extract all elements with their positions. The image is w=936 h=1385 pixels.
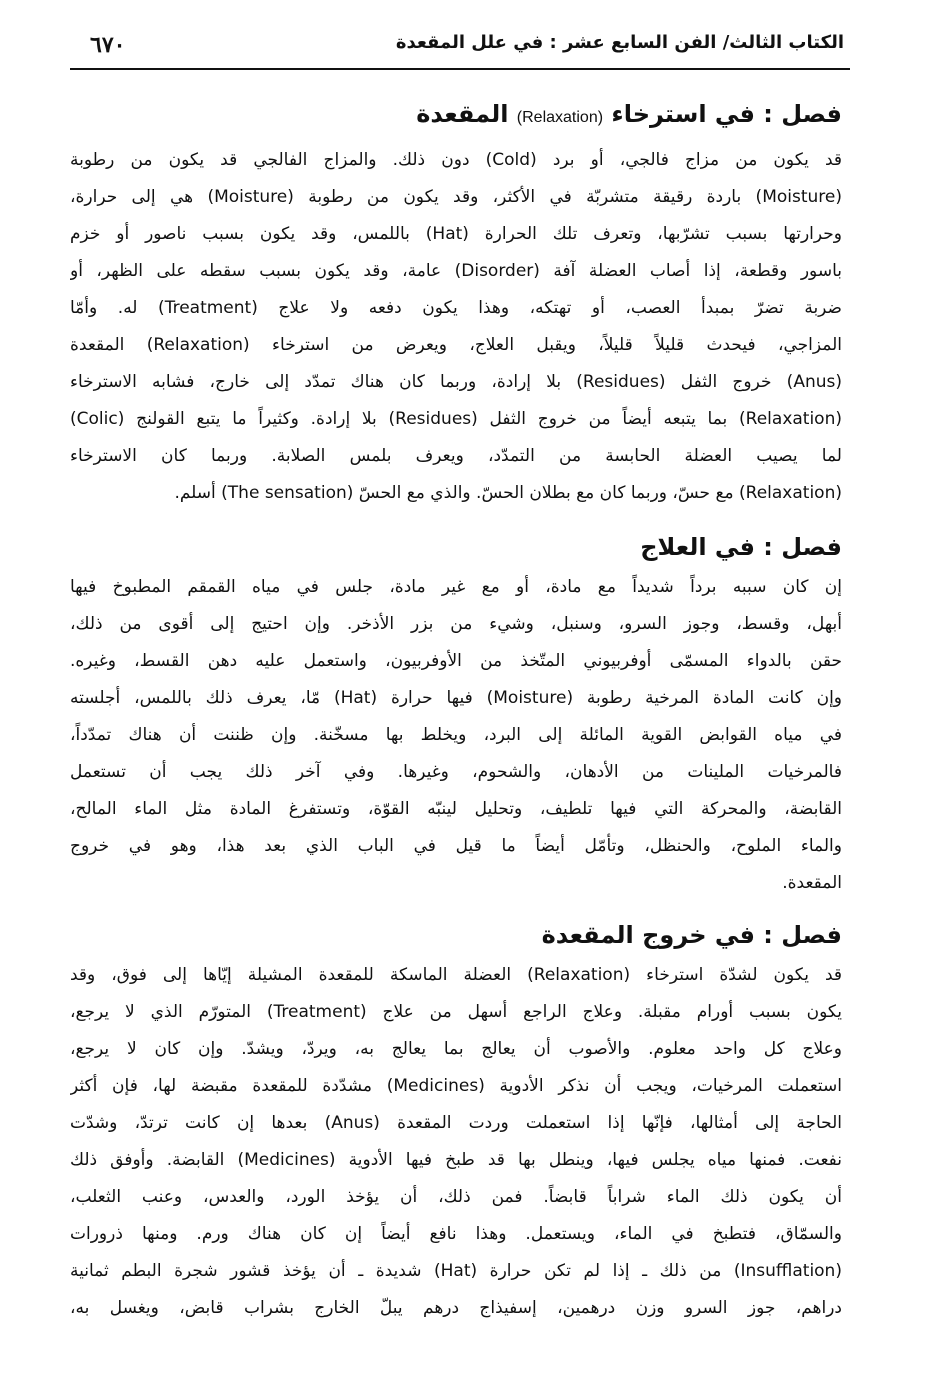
section-body <box>70 142 842 512</box>
header-rule <box>70 68 850 70</box>
text-line: فالمرخيات الملينات من الأدهان، والشحوم، وغيرها. وفي آخر ذلك يجب أن تستعمل <box>70 762 842 782</box>
text-line: قد يكون لشدّة استرخاء (Relaxation) العضلة الماسكة للمقعدة المشيلة إيّاها إلى فوق، وقد <box>70 965 842 985</box>
text-line: وحرارتها بسبب تشرّبها، وتعرف تلك الحرارة (Hat) باللمس، وقد يكون بسبب ناصور أو خزم <box>70 224 842 244</box>
text-line: لما يصيب العضلة الحابسة من التمدّد، ويعرف بلمس الصلابة. وربما كان الاسترخاء <box>70 446 842 466</box>
text-line: استعملت المرخيات، ويجب أن نذكر الأدوية (Medicines) مشدّدة للمقعدة مقبضة لها، فإن أكثر <box>70 1076 842 1096</box>
text-line: نفعت. فمنها مياه يجلس فيها، وينطل بها قد طبخ فيها الأدوية (Medicines) القابضة. وأوفق ذلك <box>70 1150 842 1170</box>
text-line: قد يكون من مزاج فالجي، أو برد (Cold) دون ذلك. والمزاج الفالجي قد يكون من رطوبة <box>70 150 842 170</box>
heading-prefix: فصل : في خروج المقعدة <box>541 921 842 949</box>
text-line: وإن كانت المادة المرخية رطوبة (Moisture) فيها حرارة (Hat) مّا، يعرف ذلك باللمس، أجلسته <box>70 688 842 708</box>
text-line: والسمّاق، فتطبخ في الماء، ويستعمل. وهذا نافع أيضاً إن كان هناك ورم. ومنها ذرورات <box>70 1224 842 1244</box>
section-body <box>70 957 842 1327</box>
page-header <box>70 28 850 64</box>
section-heading <box>70 917 842 953</box>
text-line: دراهم، جوز السرو وزن درهمين، إسفيذاج درهم يبلّ الخارج بشراب قابض، ويغسل به، <box>70 1298 842 1318</box>
text-line: أبهل، وقسط، وجوز السرو، وسنبل، وشيء من بزر الأذخر. وإن احتيج إلى أقوى من ذلك، <box>70 614 842 634</box>
heading-term: (Relaxation) <box>516 109 604 126</box>
text-line: أن يكون ذلك الماء شراباً قابضاً. فمن ذلك، أن يؤخذ الورد، والعدس، وعنب الثعلب، <box>70 1187 842 1207</box>
section-rectal-prolapse <box>70 917 842 1327</box>
text-line: ضربة تضرّ بمبدأ العصب، أو تهتكه، وهذا يكون دفعه ولا علاج (Treatment) له. وأمّا <box>70 298 842 318</box>
page-number: ٦٧٠ <box>90 32 126 58</box>
text-line: المقعدة. <box>782 873 842 893</box>
text-line: وعلاج كل واحد معلوم. والأصوب أن يعالج بما يعالج به، ويردّ، ويشدّ. وإن كان لا يرجع، <box>70 1039 842 1059</box>
heading-prefix: فصل : في استرخاء <box>611 100 842 128</box>
text-line: (Anus) خروج الثفل (Residues) بلا إرادة، وربما كان هناك تمدّد إلى خارج، فشابه الاسترخاء <box>70 372 842 392</box>
text-line: القابضة، والمحركة التي فيها تلطيف، وتحليل لينبّه القوّة، وتستفرغ المادة مثل الماء المالح، <box>70 799 842 819</box>
text-line: (Moisture) باردة رقيقة متشربّة في الأكثر، وقد يكون من رطوبة (Moisture) هي إلى حرارة، <box>70 187 842 207</box>
text-line: (Relaxation) مع حسّ، وربما كان مع بطلان الحسّ. والذي مع الحسّ (The sensation) أسلم. <box>174 483 842 503</box>
text-line: الحاجة إلى أمثالها، فإنّها إذا استعملت وردت المقعدة (Anus) بعدها إن كانت ترتدّ، وشدّت <box>70 1113 842 1133</box>
text-line: المزاجي، فيحدث قليلاً قليلاً، ويقبل العلاج، ويعرض من استرخاء (Relaxation) المقعدة <box>70 335 842 355</box>
text-line: باسور وقطعة، إذا أصاب العضلة آفة (Disorder) عامة، وقد يكون بسبب سقطه على الظهر، أو <box>70 261 842 281</box>
section-heading <box>70 529 842 565</box>
section-body <box>70 569 842 902</box>
text-line: إن كان سببه برداً شديداً مع مادة، أو مع غير مادة، جلس في مياه القمقم المطبوخ فيها <box>70 577 842 597</box>
running-title: الكتاب الثالث/ الفن السابع عشر : في علل المقعدة <box>395 32 844 53</box>
section-treatment <box>70 529 842 902</box>
section-heading <box>70 96 842 132</box>
text-line: (Relaxation) بما يتبعه أيضاً من خروج الثفل (Residues) بلا إرادة. وكثيراً ما يتبع القولنج (Colic) <box>70 409 842 429</box>
heading-prefix: فصل : في العلاج <box>640 533 842 561</box>
text-line: في مياه القوابض القوية المائلة إلى البرد، ويخلط بها مسخّنة. وإن ظننت أن هناك تمدّداً، <box>70 725 842 745</box>
text-line: حقن بالدواء المسمّى أوفربيوني المتّخذ من الأوفربيون، واستعمل عليه دهن القسط، وغيره. <box>70 651 842 671</box>
text-line: يكون بسبب أورام مقبلة. وعلاج الراجع أسهل من علاج (Treatment) المتورّم الذي لا يرجع، <box>70 1002 842 1022</box>
section-relaxation <box>70 96 842 512</box>
text-line: والماء الملوح، والحنظل، وتأمّل أيضاً ما قيل في الباب الذي بعد هذا، وهو في خروج <box>70 836 842 856</box>
heading-suffix: المقعدة <box>416 100 509 128</box>
text-line: (Insufflation) من ذلك ـ إذا لم تكن حرارة (Hat) شديدة ـ أن يؤخذ قشور شجرة البطم ثمانية <box>70 1261 842 1281</box>
